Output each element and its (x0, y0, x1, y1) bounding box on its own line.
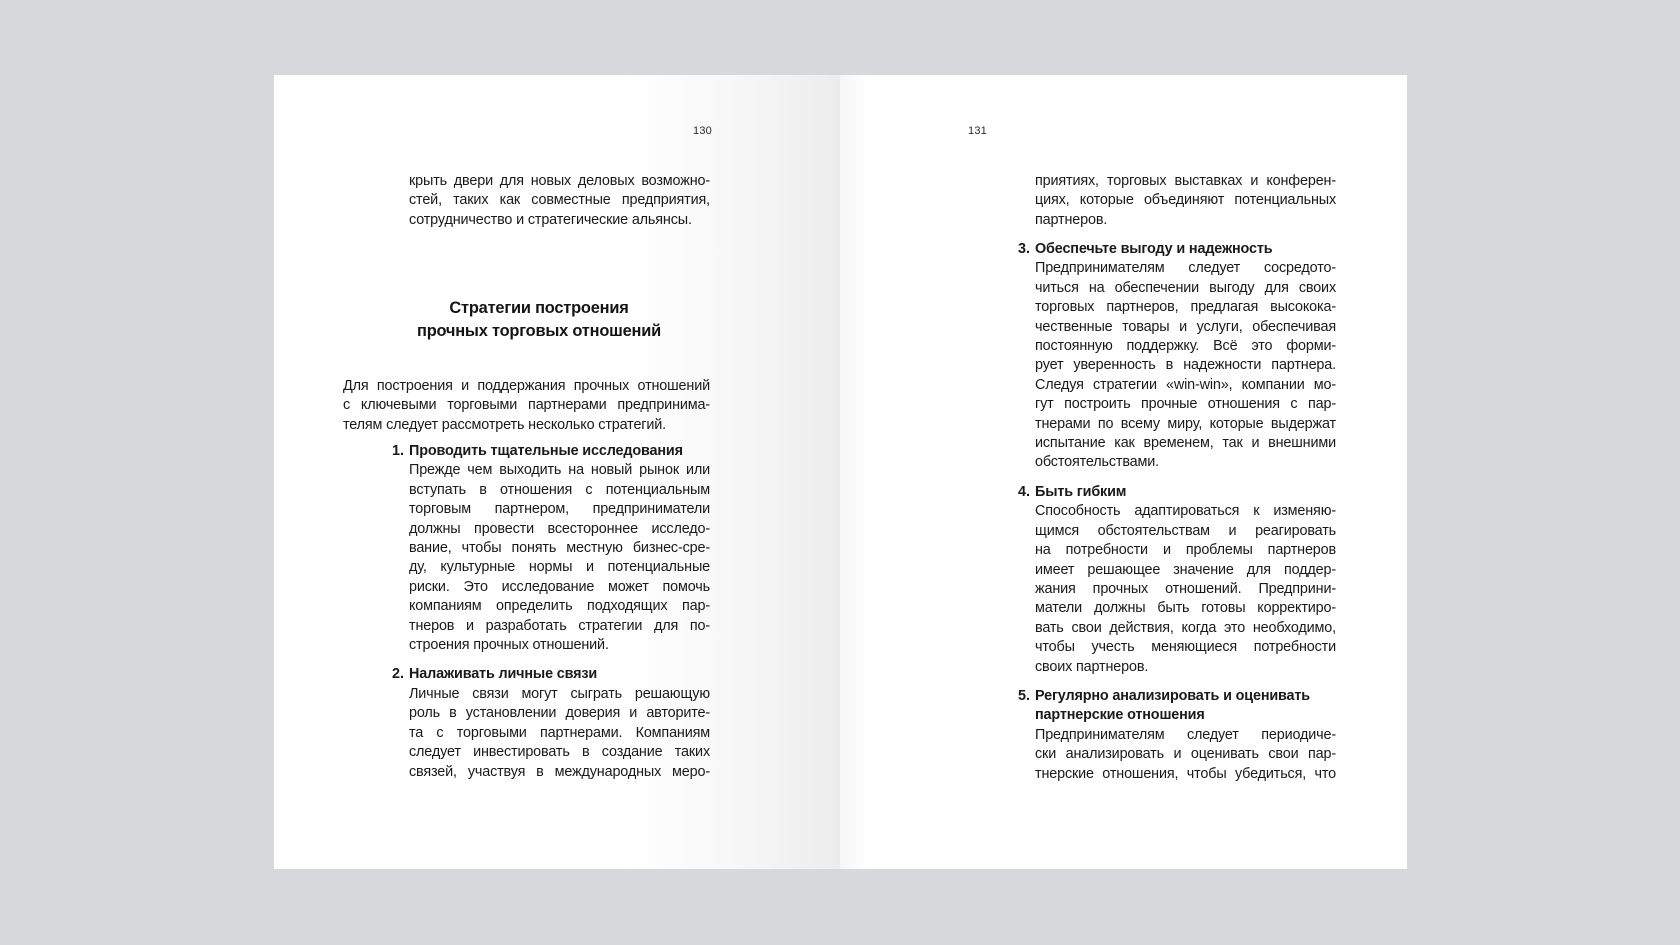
list-item (1019, 687, 1336, 784)
list-number: 5. (1018, 687, 1031, 704)
text-line: роль в установлении доверия и авторите- (409, 705, 710, 722)
text-line: вание, чтобы понять местную бизнес-сре- (409, 540, 710, 557)
text-line: тнеров и разработать стратегии для по- (409, 617, 710, 634)
text-line: Личные связи могут сыграть решающую (409, 685, 710, 702)
text-line: жания прочных отношений. Предприни- (1035, 580, 1336, 597)
text-line: риски. Это исследование может помочь (409, 578, 710, 595)
text-line: сотрудничество и стратегические альянсы. (409, 211, 692, 228)
list-item (393, 665, 710, 781)
book-spread (274, 75, 1407, 869)
list-heading: Быть гибким (1035, 483, 1127, 500)
text-line: торговым партнером, предприниматели (409, 501, 710, 518)
text-line: щимся обстоятельствам и реагировать (1035, 522, 1336, 539)
text-line: постоянную поддержку. Всё это форми- (1035, 338, 1336, 355)
text-line: циях, которые объединяют потенциальных (1035, 192, 1336, 209)
text-line: матели должны быть готовы корректиро- (1035, 600, 1336, 617)
text-line: компаниям определить подходящих пар- (409, 598, 710, 615)
list-item (1019, 240, 1336, 473)
section-title-line: Стратегии построения (449, 299, 629, 317)
text-line: связей, участвуя в международных меро- (409, 763, 710, 780)
list-body (1035, 726, 1336, 784)
text-line: испытание как временем, так и внешними (1035, 435, 1336, 452)
left-page (274, 75, 840, 869)
text-line: чественные товары и услуги, обеспечивая (1035, 318, 1336, 335)
text-line: телям следует рассмотреть несколько стратегий. (343, 416, 667, 433)
list-number: 1. (392, 443, 405, 459)
list-number: 3. (1018, 241, 1031, 257)
list-item (1019, 483, 1336, 677)
intro-paragraph (343, 377, 710, 435)
section-title-line: прочных торговых отношений (417, 322, 661, 340)
list-heading-line: партнерские отношения (1035, 707, 1205, 724)
text-line: читься на обеспечении выгоду для своих (1035, 279, 1336, 296)
list-item (393, 442, 710, 655)
text-line: Предпринимателям следует периодиче- (1035, 726, 1336, 743)
text-line: имеет решающее значение для поддер- (1035, 561, 1336, 578)
text-line: крыть двери для новых деловых возможно- (409, 173, 710, 189)
text-line: должны провести всестороннее исследо- (409, 520, 710, 537)
list-body (409, 461, 710, 655)
text-line: с ключевыми торговыми партнерами предпринима- (343, 397, 710, 414)
text-line: та с торговыми партнерами. Компаниям (409, 724, 710, 741)
text-line: чтобы учесть меняющиеся потребности (1035, 639, 1336, 656)
text-line: следует инвестировать в создание таких (409, 744, 710, 761)
list-number: 4. (1018, 483, 1031, 500)
strategy-list (1019, 240, 1336, 794)
list-body (409, 685, 710, 782)
list-body (1035, 502, 1336, 677)
list-heading: Налаживать личные связи (409, 666, 598, 683)
text-line: тнерами по всему миру, которые выдержат (1035, 415, 1336, 432)
list-heading: Проводить тщательные исследования (409, 443, 683, 459)
text-line: Для построения и поддержания прочных отношений (343, 378, 710, 394)
text-line: тнерские отношения, чтобы убедиться, что (1035, 765, 1336, 782)
text-line: стей, таких как совместные предприятия, (409, 192, 710, 209)
text-line: партнеров. (1035, 211, 1108, 228)
page-number: 131 (968, 125, 987, 137)
text-line: строения прочных отношений. (409, 637, 609, 654)
text-line: приятиях, торговых выставках и конферен- (1035, 173, 1336, 189)
strategy-list (393, 442, 710, 792)
text-line: Следуя стратегии «win-win», компании мо- (1035, 376, 1336, 393)
right-page (840, 75, 1407, 869)
list-heading: Обеспечьте выгоду и надежность (1035, 241, 1273, 257)
text-line: Способность адаптироваться к изменяю- (1035, 503, 1336, 520)
list-heading (1035, 687, 1336, 726)
text-line: ски анализировать и оценивать свои пар- (1035, 746, 1336, 763)
text-line: на потребности и проблемы партнеров (1035, 542, 1336, 559)
text-line: вать свои действия, когда это необходимо, (1035, 619, 1336, 636)
list-heading-line: Регулярно анализировать и оценивать (1035, 687, 1311, 704)
list-body (1035, 259, 1336, 472)
page-number: 130 (693, 125, 712, 137)
text-line: своих партнеров. (1035, 658, 1149, 675)
text-line: обстоятельствами. (1035, 454, 1160, 471)
text-line: рует уверенность в надежности партнера. (1035, 357, 1336, 374)
text-line: гут построить прочные отношения с пар- (1035, 396, 1336, 413)
list-number: 2. (392, 666, 405, 683)
text-line: Предпринимателям следует сосредото- (1035, 260, 1336, 277)
text-line: торговых партнеров, предлагая высокока- (1035, 299, 1336, 316)
text-line: Прежде чем выходить на новый рынок или (409, 462, 710, 479)
text-line: ду, культурные нормы и потенциальные (409, 559, 710, 576)
continued-paragraph (1035, 172, 1336, 230)
text-line: вступать в отношения с потенциальным (409, 481, 710, 498)
section-title (364, 297, 714, 343)
continued-paragraph (409, 172, 710, 230)
